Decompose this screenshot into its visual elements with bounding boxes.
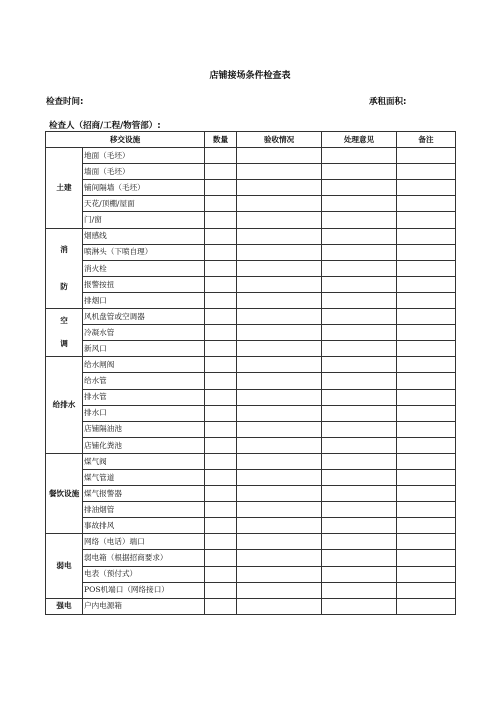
table-row xyxy=(46,292,456,308)
acceptance-cell[interactable] xyxy=(237,228,322,244)
table-row xyxy=(46,196,456,212)
remarks-cell[interactable] xyxy=(397,389,456,405)
acceptance-cell[interactable] xyxy=(237,341,322,357)
acceptance-cell[interactable] xyxy=(237,148,322,164)
remarks-cell[interactable] xyxy=(397,469,456,485)
facility-item: 煤气阀 xyxy=(83,453,205,469)
remarks-cell[interactable] xyxy=(397,244,456,260)
handling-cell[interactable] xyxy=(322,341,397,357)
handling-cell[interactable] xyxy=(322,196,397,212)
facility-item: 电表（预付式） xyxy=(83,566,205,582)
facility-item: 风机盘管或空调器 xyxy=(83,309,205,325)
remarks-cell[interactable] xyxy=(397,534,456,550)
table-row xyxy=(46,566,456,582)
facility-item: 消火栓 xyxy=(83,260,205,276)
facility-item: 排烟口 xyxy=(83,292,205,308)
quantity-cell[interactable] xyxy=(205,212,237,228)
quantity-cell[interactable] xyxy=(205,437,237,453)
quantity-cell[interactable] xyxy=(205,550,237,566)
header-quantity: 数量 xyxy=(205,132,237,148)
table-row xyxy=(46,309,456,325)
category-cell xyxy=(46,453,83,533)
quantity-cell[interactable] xyxy=(205,421,237,437)
header-acceptance: 验收情况 xyxy=(237,132,322,148)
remarks-cell[interactable] xyxy=(397,405,456,421)
handling-cell[interactable] xyxy=(322,357,397,373)
handling-cell[interactable] xyxy=(322,373,397,389)
category-label: 餐饮设施 xyxy=(48,488,80,498)
table-row xyxy=(46,244,456,260)
acceptance-cell[interactable] xyxy=(237,389,322,405)
handling-cell[interactable] xyxy=(322,164,397,180)
quantity-cell[interactable] xyxy=(205,292,237,308)
remarks-cell[interactable] xyxy=(397,228,456,244)
quantity-cell[interactable] xyxy=(205,164,237,180)
table-row xyxy=(46,341,456,357)
category-cell xyxy=(46,598,83,614)
quantity-cell[interactable] xyxy=(205,598,237,614)
table-body xyxy=(46,148,456,615)
facility-item: 煤气报警器 xyxy=(83,486,205,502)
table-row xyxy=(46,534,456,550)
quantity-cell[interactable] xyxy=(205,469,237,485)
handling-cell[interactable] xyxy=(322,180,397,196)
handling-cell[interactable] xyxy=(322,453,397,469)
handling-cell[interactable] xyxy=(322,389,397,405)
category-cell xyxy=(46,357,83,454)
quantity-cell[interactable] xyxy=(205,582,237,598)
header-remarks: 备注 xyxy=(397,132,456,148)
facility-item: 煤气管道 xyxy=(83,469,205,485)
handling-cell[interactable] xyxy=(322,244,397,260)
quantity-cell[interactable] xyxy=(205,373,237,389)
handling-cell[interactable] xyxy=(322,598,397,614)
remarks-cell[interactable] xyxy=(397,453,456,469)
facility-item: 弱电箱（根据招商要求） xyxy=(83,550,205,566)
table-row xyxy=(46,373,456,389)
handling-cell[interactable] xyxy=(322,486,397,502)
remarks-cell[interactable] xyxy=(397,148,456,164)
facility-item: 墙面（毛坯） xyxy=(83,164,205,180)
handling-cell[interactable] xyxy=(322,309,397,325)
quantity-cell[interactable] xyxy=(205,180,237,196)
remarks-cell[interactable] xyxy=(397,309,456,325)
handling-cell[interactable] xyxy=(322,276,397,292)
handling-cell[interactable] xyxy=(322,405,397,421)
remarks-cell[interactable] xyxy=(397,566,456,582)
acceptance-cell[interactable] xyxy=(237,180,322,196)
remarks-cell[interactable] xyxy=(397,341,456,357)
remarks-cell[interactable] xyxy=(397,164,456,180)
facility-item: 店铺隔油池 xyxy=(83,421,205,437)
remarks-cell[interactable] xyxy=(397,212,456,228)
acceptance-cell[interactable] xyxy=(237,292,322,308)
inspection-table xyxy=(45,131,456,615)
acceptance-cell[interactable] xyxy=(237,582,322,598)
facility-item: 给水闸阀 xyxy=(83,357,205,373)
handling-cell[interactable] xyxy=(322,518,397,534)
handling-cell[interactable] xyxy=(322,469,397,485)
category-label: 空 xyxy=(60,316,68,326)
acceptance-cell[interactable] xyxy=(237,534,322,550)
table-row xyxy=(46,389,456,405)
remarks-cell[interactable] xyxy=(397,260,456,276)
acceptance-cell[interactable] xyxy=(237,357,322,373)
acceptance-cell[interactable] xyxy=(237,309,322,325)
acceptance-cell[interactable] xyxy=(237,405,322,421)
table-row xyxy=(46,164,456,180)
acceptance-cell[interactable] xyxy=(237,518,322,534)
quantity-cell[interactable] xyxy=(205,148,237,164)
category-label: 给排水 xyxy=(52,400,76,410)
quantity-cell[interactable] xyxy=(205,228,237,244)
acceptance-cell[interactable] xyxy=(237,421,322,437)
handling-cell[interactable] xyxy=(322,292,397,308)
facility-item: 户内电源箱 xyxy=(83,598,205,614)
remarks-cell[interactable] xyxy=(397,373,456,389)
remarks-cell[interactable] xyxy=(397,598,456,614)
acceptance-cell[interactable] xyxy=(237,502,322,518)
facility-item: 冷凝水管 xyxy=(83,325,205,341)
acceptance-cell[interactable] xyxy=(237,453,322,469)
quantity-cell[interactable] xyxy=(205,341,237,357)
table-row xyxy=(46,260,456,276)
lease-area-label: 承租面积: xyxy=(369,97,407,107)
facility-item: 排油烟管 xyxy=(83,502,205,518)
facility-item: 网络（电话）端口 xyxy=(83,534,205,550)
handling-cell[interactable] xyxy=(322,148,397,164)
facility-item: 门/窗 xyxy=(83,212,205,228)
remarks-cell[interactable] xyxy=(397,582,456,598)
table-row xyxy=(46,357,456,373)
table-row xyxy=(46,180,456,196)
remarks-cell[interactable] xyxy=(397,292,456,308)
table-row xyxy=(46,276,456,292)
inspector-label: 检查人（招商/工程/物管部）: xyxy=(49,121,161,131)
quantity-cell[interactable] xyxy=(205,389,237,405)
category-label: 强电 xyxy=(56,601,72,611)
category-cell xyxy=(46,228,83,308)
handling-cell[interactable] xyxy=(322,534,397,550)
remarks-cell[interactable] xyxy=(397,437,456,453)
quantity-cell[interactable] xyxy=(205,276,237,292)
category-label: 消 xyxy=(60,244,68,254)
table-row xyxy=(46,325,456,341)
quantity-cell[interactable] xyxy=(205,260,237,276)
category-cell xyxy=(46,148,83,228)
facility-item: 报警按扭 xyxy=(83,276,205,292)
quantity-cell[interactable] xyxy=(205,453,237,469)
handling-cell[interactable] xyxy=(322,421,397,437)
acceptance-cell[interactable] xyxy=(237,373,322,389)
facility-item: 铺间隔墙（毛坯） xyxy=(83,180,205,196)
handling-cell[interactable] xyxy=(322,437,397,453)
quantity-cell[interactable] xyxy=(205,325,237,341)
facility-item: 排水管 xyxy=(83,389,205,405)
category-cell xyxy=(46,534,83,598)
facility-item: POS机端口（网络接口） xyxy=(83,582,205,598)
table-row xyxy=(46,212,456,228)
acceptance-cell[interactable] xyxy=(237,566,322,582)
remarks-cell[interactable] xyxy=(397,276,456,292)
table-row xyxy=(46,486,456,502)
table-row xyxy=(46,502,456,518)
remarks-cell[interactable] xyxy=(397,421,456,437)
facility-item: 事故排风 xyxy=(83,518,205,534)
acceptance-cell[interactable] xyxy=(237,325,322,341)
quantity-cell[interactable] xyxy=(205,502,237,518)
header-handling: 处理意见 xyxy=(322,132,397,148)
acceptance-cell[interactable] xyxy=(237,486,322,502)
table-row xyxy=(46,469,456,485)
remarks-cell[interactable] xyxy=(397,180,456,196)
quantity-cell[interactable] xyxy=(205,405,237,421)
acceptance-cell[interactable] xyxy=(237,196,322,212)
remarks-cell[interactable] xyxy=(397,196,456,212)
quantity-cell[interactable] xyxy=(205,566,237,582)
handling-cell[interactable] xyxy=(322,582,397,598)
handling-cell[interactable] xyxy=(322,260,397,276)
facility-item: 喷淋头（下喷自理） xyxy=(83,244,205,260)
category-label: 土建 xyxy=(56,183,72,193)
handling-cell[interactable] xyxy=(322,325,397,341)
quantity-cell[interactable] xyxy=(205,534,237,550)
remarks-cell[interactable] xyxy=(397,550,456,566)
table-row xyxy=(46,421,456,437)
handling-cell[interactable] xyxy=(322,228,397,244)
table-row xyxy=(46,582,456,598)
table-row xyxy=(46,148,456,164)
acceptance-cell[interactable] xyxy=(237,437,322,453)
acceptance-cell[interactable] xyxy=(237,244,322,260)
remarks-cell[interactable] xyxy=(397,357,456,373)
facility-item: 店铺化粪池 xyxy=(83,437,205,453)
remarks-cell[interactable] xyxy=(397,325,456,341)
handling-cell[interactable] xyxy=(322,550,397,566)
quantity-cell[interactable] xyxy=(205,196,237,212)
quantity-cell[interactable] xyxy=(205,244,237,260)
table-row xyxy=(46,550,456,566)
acceptance-cell[interactable] xyxy=(237,212,322,228)
acceptance-cell[interactable] xyxy=(237,469,322,485)
quantity-cell[interactable] xyxy=(205,486,237,502)
header-facility: 移交设施 xyxy=(46,132,205,148)
facility-item: 给水管 xyxy=(83,373,205,389)
handling-cell[interactable] xyxy=(322,502,397,518)
handling-cell[interactable] xyxy=(322,566,397,582)
facility-item: 排水口 xyxy=(83,405,205,421)
table-row xyxy=(46,437,456,453)
header-row xyxy=(46,132,456,148)
category-cell xyxy=(46,309,83,357)
acceptance-cell[interactable] xyxy=(237,598,322,614)
acceptance-cell[interactable] xyxy=(237,260,322,276)
acceptance-cell[interactable] xyxy=(237,550,322,566)
table-row xyxy=(46,598,456,614)
form-title: 店铺接场条件检查表 xyxy=(209,71,291,81)
remarks-cell[interactable] xyxy=(397,502,456,518)
remarks-cell[interactable] xyxy=(397,486,456,502)
facility-item: 新风口 xyxy=(83,341,205,357)
acceptance-cell[interactable] xyxy=(237,276,322,292)
quantity-cell[interactable] xyxy=(205,518,237,534)
category-label: 防 xyxy=(60,282,68,292)
table-row xyxy=(46,405,456,421)
category-label: 弱电 xyxy=(56,561,72,571)
table-row xyxy=(46,518,456,534)
acceptance-cell[interactable] xyxy=(237,164,322,180)
inspect-time-label: 检查时间: xyxy=(46,97,84,107)
table-row xyxy=(46,453,456,469)
quantity-cell[interactable] xyxy=(205,309,237,325)
handling-cell[interactable] xyxy=(322,212,397,228)
facility-item: 天花/顶棚/屋面 xyxy=(83,196,205,212)
quantity-cell[interactable] xyxy=(205,357,237,373)
table-row xyxy=(46,228,456,244)
category-label: 调 xyxy=(60,338,68,348)
facility-item: 地面（毛坯） xyxy=(83,148,205,164)
facility-item: 烟感线 xyxy=(83,228,205,244)
remarks-cell[interactable] xyxy=(397,518,456,534)
